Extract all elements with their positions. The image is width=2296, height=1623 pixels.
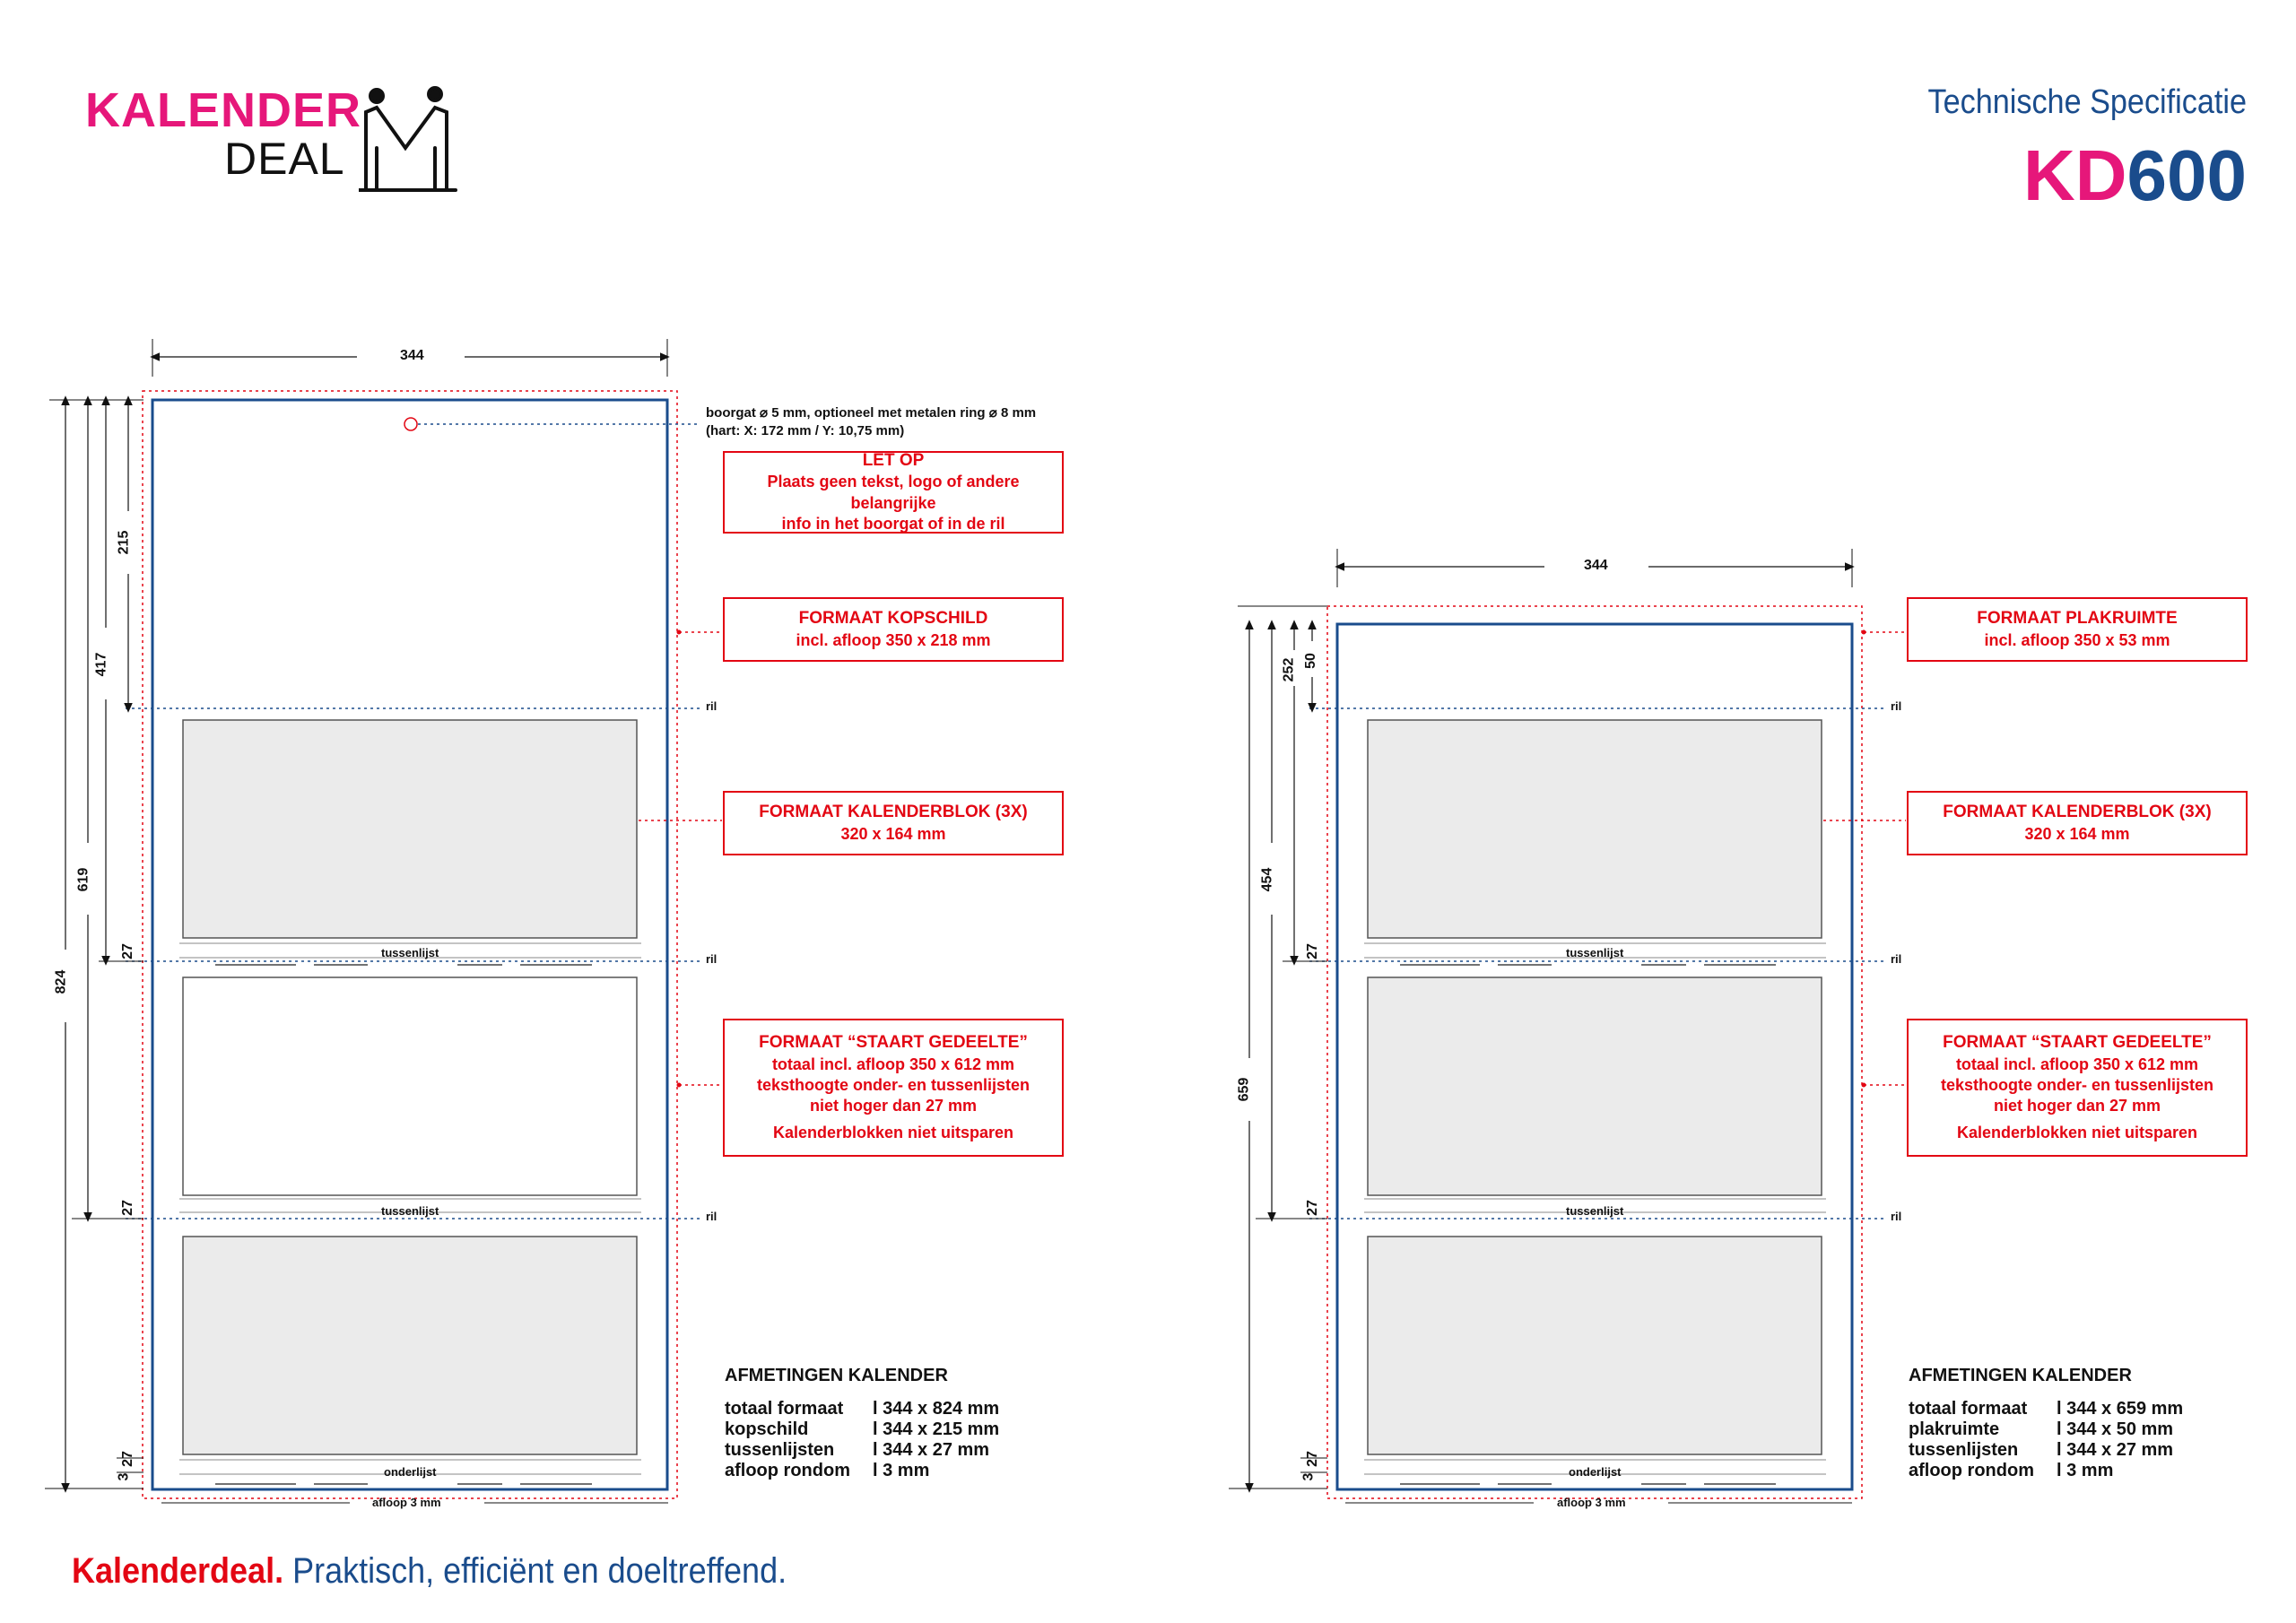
right-dim-27b: 27 [1304,1200,1320,1216]
left-summary-row: afloop rondom l 3 mm [725,1461,930,1480]
left-ril-1: ril [706,699,718,713]
right-dim-27c: 27 [1304,1451,1320,1467]
left-letop-box [723,451,1064,534]
left-ril-2: ril [706,952,718,966]
left-staart-l4: Kalenderblokken niet uitsparen [772,1123,1014,1141]
letop-title: LET OP [862,450,925,470]
spec-title: Technische Specificatie [1927,83,2247,121]
left-staart-title: FORMAAT “STAART GEDEELTE” [759,1032,1028,1052]
plakruimte-sub: incl. afloop 350 x 53 mm [1984,630,2170,649]
right-onderlijst: onderlijst [1569,1465,1622,1479]
left-width-label: 344 [400,348,424,363]
right-staart-l3: niet hoger dan 27 mm [1993,1097,2161,1115]
right-summary-row: plakruimte l 344 x 50 mm [1909,1419,2174,1439]
left-dim-3: 3 [116,1472,132,1481]
right-staart-l2: teksthoogte onder- en tussenlijsten [1940,1075,2214,1094]
left-dim-824: 824 [53,969,69,994]
right-summary-row: afloop rondom l 3 mm [1909,1461,2114,1480]
left-tussenlijst-2: tussenlijst [381,1204,439,1218]
left-dim-215: 215 [116,530,132,555]
letop-line-2: info in het boorgat of in de ril [781,515,1005,534]
left-afloop: afloop 3 mm [372,1496,441,1509]
left-staart-l2: teksthoogte onder- en tussenlijsten [756,1075,1031,1094]
right-dim-27a: 27 [1304,943,1320,959]
right-ril-1: ril [1891,699,1902,713]
letop-line-1: Plaats geen tekst, logo of andere belangrijke [767,473,1020,512]
right-summary-row: tussenlijsten l 344 x 27 mm [1909,1440,2174,1460]
right-dim-454: 454 [1259,867,1275,892]
left-block-3 [183,1237,637,1454]
left-dim-417: 417 [93,652,109,677]
left-ril-3: ril [706,1210,718,1223]
right-block-3 [1368,1237,1822,1454]
left-summary-row: kopschild l 344 x 215 mm [725,1419,1000,1439]
right-kalenderblok-box [1907,791,2248,855]
left-staart-l1: totaal incl. afloop 350 x 612 mm [771,1055,1015,1073]
right-plakruimte-box [1907,597,2248,662]
left-summary [725,1366,999,1481]
left-calendar-drawing [45,339,722,1503]
model-number: 600 [2126,135,2247,215]
right-dim-252: 252 [1281,657,1297,682]
left-summary-row: totaal formaat l 344 x 824 mm [725,1399,1000,1419]
right-afloop: afloop 3 mm [1557,1496,1626,1509]
left-blok-sub: 320 x 164 mm [840,824,946,843]
left-block-2 [183,977,637,1195]
left-dim-27a: 27 [119,943,135,959]
right-summary-row: totaal formaat l 344 x 659 mm [1909,1399,2184,1419]
left-summary-row: tussenlijsten l 344 x 27 mm [725,1440,990,1460]
left-hole-note-2: (hart: X: 172 mm / Y: 10,75 mm) [706,423,905,438]
kopschild-title: FORMAAT KOPSCHILD [798,608,988,628]
right-dim-659: 659 [1236,1077,1252,1102]
right-dim-50: 50 [1302,653,1318,669]
right-summary-title: AFMETINGEN KALENDER [1909,1366,2132,1385]
right-calendar-drawing [1229,549,1906,1503]
right-staart-box [1907,1019,2248,1157]
right-staart-title: FORMAAT “STAART GEDEELTE” [1943,1032,2212,1052]
left-kalenderblok-box [723,791,1064,855]
left-staart-box [723,1019,1064,1157]
model-prefix: KD [2022,135,2127,215]
right-tussenlijst-1: tussenlijst [1566,946,1624,959]
right-blok-sub: 320 x 164 mm [2024,824,2130,843]
logo-kalender-text: KALENDER [85,83,362,137]
left-summary-title: AFMETINGEN KALENDER [725,1366,948,1385]
right-dim-3: 3 [1300,1472,1317,1481]
right-ril-2: ril [1891,952,1902,966]
footer-tagline [72,1551,787,1592]
right-blok-title: FORMAAT KALENDERBLOK (3X) [1943,802,2212,821]
left-block-1 [183,720,637,938]
right-width-label: 344 [1584,558,1608,573]
left-hole-note-1: boorgat ⌀ 5 mm, optioneel met metalen ring ⌀ 8 mm [706,405,1037,421]
left-staart-l3: niet hoger dan 27 mm [809,1097,978,1115]
right-block-2 [1368,977,1822,1195]
left-kopschild-box [723,597,1064,662]
plakruimte-title: FORMAAT PLAKRUIMTE [1977,608,2178,628]
left-dim-619: 619 [75,867,91,892]
left-tussenlijst-1: tussenlijst [381,946,439,959]
right-block-1 [1368,720,1822,938]
footer-slogan: Praktisch, efficiënt en doeltreffend. [283,1551,787,1591]
kopschild-sub: incl. afloop 350 x 218 mm [796,630,991,649]
right-staart-l1: totaal incl. afloop 350 x 612 mm [1955,1055,2199,1073]
left-blok-title: FORMAAT KALENDERBLOK (3X) [759,802,1028,821]
left-hole-marker [404,418,417,430]
right-tussenlijst-2: tussenlijst [1566,1204,1624,1218]
left-dim-27c: 27 [119,1451,135,1467]
footer-brand: Kalenderdeal. [72,1551,284,1591]
right-summary [1909,1366,2183,1481]
left-dim-27b: 27 [119,1200,135,1216]
right-staart-l4: Kalenderblokken niet uitsparen [1956,1123,2198,1141]
logo-deal-text: DEAL [224,134,345,184]
left-onderlijst: onderlijst [384,1465,437,1479]
right-ril-3: ril [1891,1210,1902,1223]
